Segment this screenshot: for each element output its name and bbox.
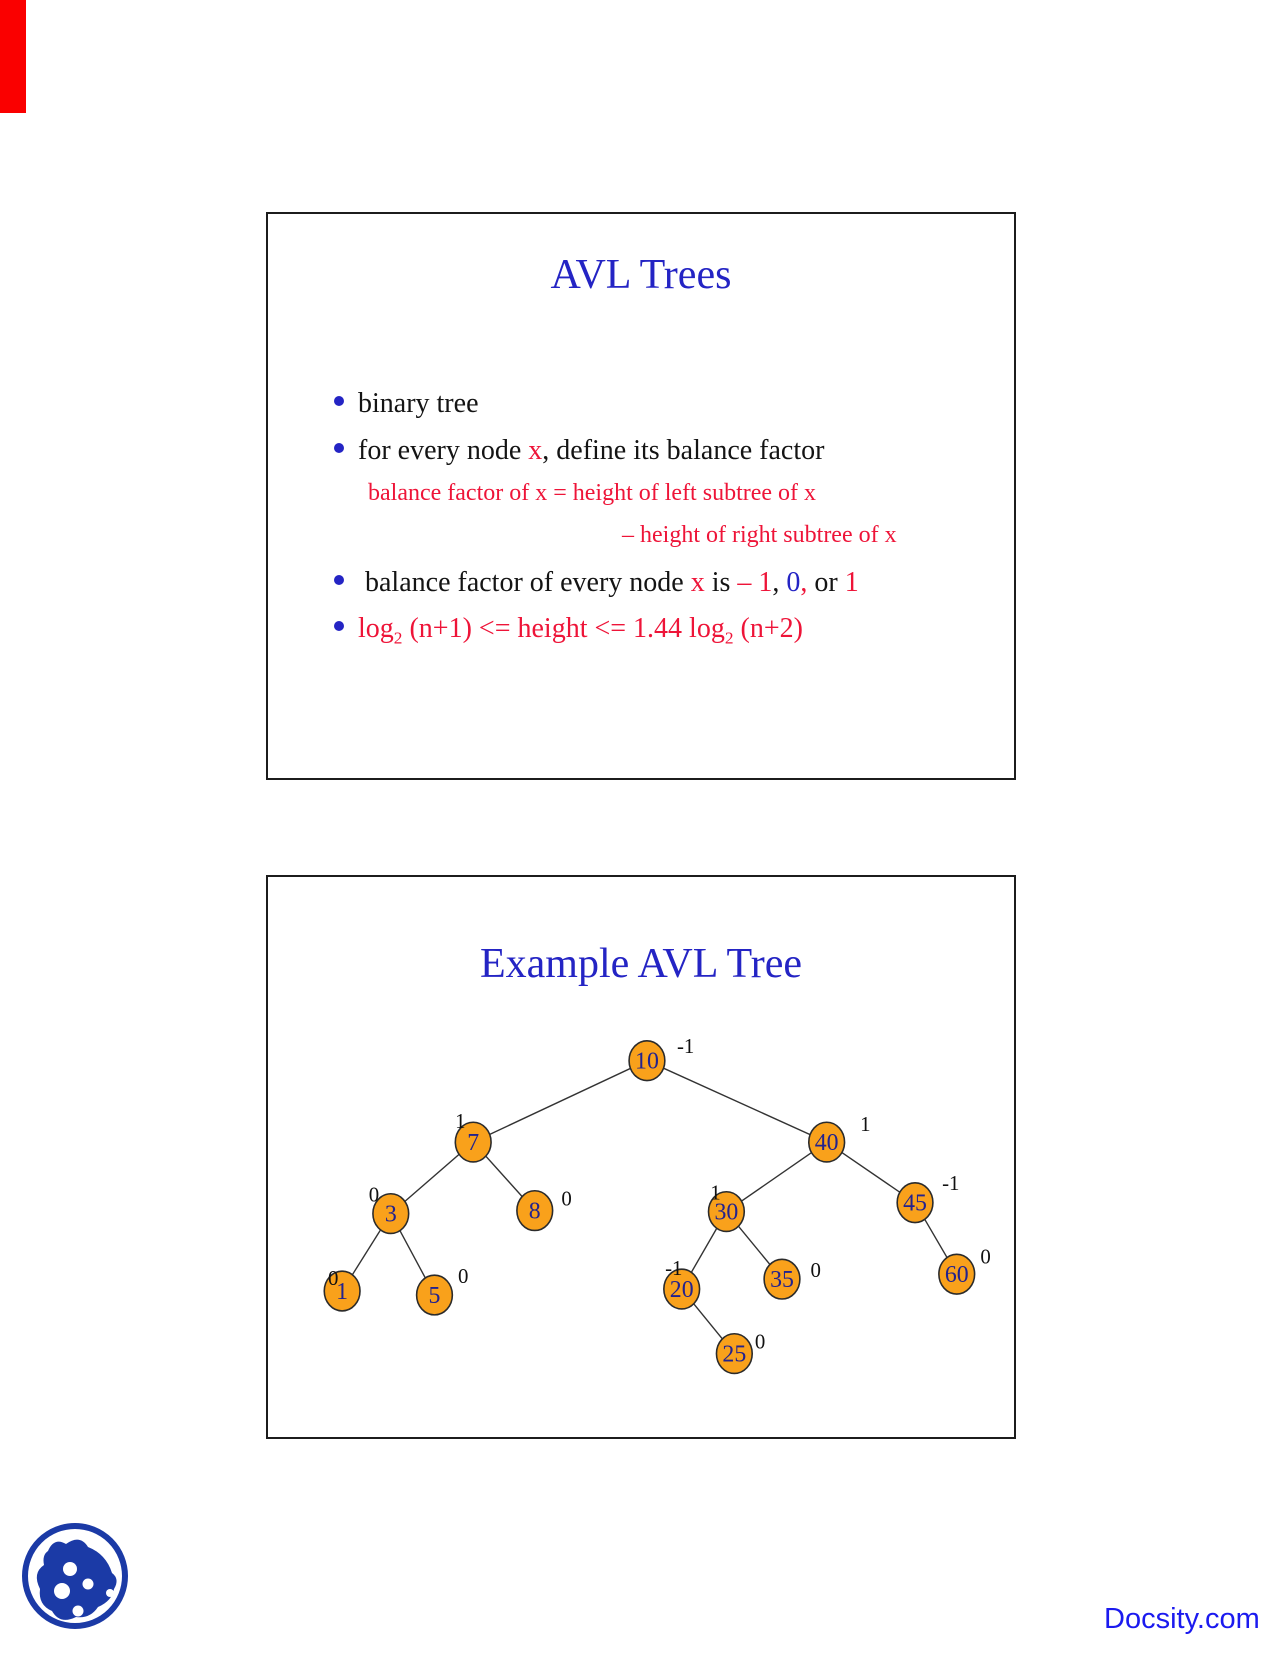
tree-node-value-60: 60 xyxy=(944,1262,969,1289)
formula-text: log xyxy=(358,613,394,644)
bullet-dot-icon xyxy=(334,575,344,585)
tree-node-value-7: 7 xyxy=(467,1130,480,1157)
tree-node-value-30: 30 xyxy=(714,1199,739,1226)
formula-subscript: 2 xyxy=(724,628,734,648)
balance-factor-label-8: 0 xyxy=(561,1186,572,1211)
bullet-text: or xyxy=(814,567,845,598)
balance-factor-label-60: 0 xyxy=(980,1244,991,1269)
bullet-text-highlight: , xyxy=(800,567,815,598)
tree-node-value-45: 45 xyxy=(903,1190,927,1217)
avl-tree-diagram xyxy=(268,877,1014,1437)
balance-factor-formula-line1: balance factor of x = height of left subtree of x xyxy=(368,480,817,506)
bullet-text: for every node xyxy=(358,435,529,466)
bullet-binary-tree xyxy=(334,387,479,421)
docsity-logo-icon xyxy=(20,1521,130,1631)
tree-node-value-1: 1 xyxy=(336,1279,349,1306)
bullet-dot-icon xyxy=(334,396,344,406)
formula-text: (n+1) <= height <= 1.44 log xyxy=(402,613,725,644)
tree-edge-10-40 xyxy=(647,1061,827,1142)
balance-factor-label-3: 0 xyxy=(368,1182,380,1207)
bullet-text: is xyxy=(704,567,738,598)
balance-factor-formula-line2: – height of right subtree of x xyxy=(622,522,897,548)
bullet-text-highlight: – 1 xyxy=(737,567,773,598)
balance-factor-label-5: 0 xyxy=(458,1264,469,1289)
tree-node-value-35: 35 xyxy=(770,1267,794,1294)
balance-factor-label-20: -1 xyxy=(665,1256,683,1281)
tree-node-value-25: 25 xyxy=(722,1341,747,1368)
tree-edge-10-7 xyxy=(473,1061,647,1142)
balance-factor-label-7: 1 xyxy=(455,1109,466,1134)
bullet-text: , define its balance factor xyxy=(542,435,825,466)
balance-factor-label-40: 1 xyxy=(860,1112,871,1137)
red-marker-bar xyxy=(0,0,26,113)
slide2-title: Example AVL Tree xyxy=(480,941,802,987)
tree-node-value-10: 10 xyxy=(635,1048,659,1075)
bullet-height-bound xyxy=(334,612,803,646)
tree-node-value-20: 20 xyxy=(669,1277,694,1304)
slide-example-avl-tree xyxy=(266,875,1016,1439)
formula-subscript: 2 xyxy=(393,628,403,648)
balance-factor-label-35: 0 xyxy=(810,1258,821,1283)
bullet-text-highlight: x xyxy=(528,435,543,466)
slide-avl-trees xyxy=(266,212,1016,780)
bullet-text: balance factor of every node xyxy=(358,567,691,598)
slide1-title: AVL Trees xyxy=(550,252,732,298)
balance-factor-label-1: 0 xyxy=(327,1266,339,1291)
tree-node-value-8: 8 xyxy=(528,1198,541,1225)
bullet-dot-icon xyxy=(334,621,344,631)
bullet-text: , xyxy=(772,567,787,598)
bullet-balance-factor-def xyxy=(334,434,824,468)
tree-node-value-3: 3 xyxy=(384,1201,397,1228)
bullet-text-highlight: 1 xyxy=(844,567,859,598)
tree-node-value-40: 40 xyxy=(814,1130,839,1157)
bullet-text: binary tree xyxy=(358,388,479,419)
bullet-dot-icon xyxy=(334,443,344,453)
bullet-text-highlight: x xyxy=(690,567,705,598)
balance-factor-label-10: -1 xyxy=(676,1033,695,1058)
balance-factor-label-45: -1 xyxy=(942,1170,960,1195)
balance-factor-label-30: 1 xyxy=(710,1180,721,1205)
tree-node-value-5: 5 xyxy=(428,1283,441,1310)
bullet-balance-factor-values xyxy=(334,566,859,600)
docsity-brand-text: Docsity.com xyxy=(1104,1603,1260,1635)
bullet-text-highlight: 0 xyxy=(786,567,801,598)
formula-text: (n+2) xyxy=(733,613,803,644)
balance-factor-label-25: 0 xyxy=(754,1329,766,1354)
